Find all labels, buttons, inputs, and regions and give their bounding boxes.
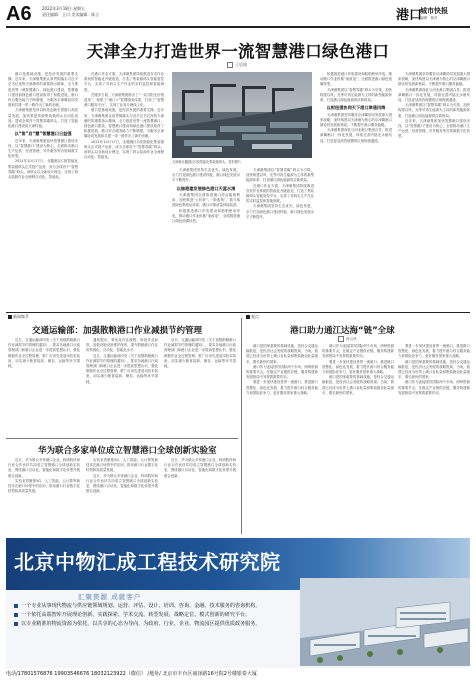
byline-author: 徐云风: [346, 337, 357, 341]
paragraph: 天津港集团深化与河北港口集团合作，推进津冀港口一体化发展，持续完善内陆无水港布局，打造更加高效便捷的区域物流通道。: [320, 128, 392, 143]
paragraph: 要进一步加快建设世界一流港口，推进港口智慧化、绿色化发展，着力提升港口综合服务能力和国际竞争力，更好服务国家重大战略。: [246, 380, 318, 395]
paragraph: 近年来，天津港集团加快智慧港口建设步伐，以“智慧港口”建设为核心，全面推动港口生产运营、经营管理、对外服务等各领域数字化转型。: [398, 118, 470, 139]
paragraph: 天津港集团深化与河北港口集团合作，推进津冀港口一体化发展，持续完善内陆无水港布局，打造更加高效便捷的区域物流通道。: [398, 87, 470, 103]
paragraph: 天津港集团坚持生态优先、绿色发展，全力打造绿色港口建设样板，港口绿色发展水平不断提升。: [172, 168, 240, 183]
news-1-column-1: [8, 338, 80, 434]
news-title-1: 交通运输部：加强散粮港口作业减损节约管理: [32, 326, 203, 336]
ad-title: 北京中物汇成工程技术研究院: [14, 550, 281, 574]
subheading: 以绿港建发展绿色港口天蓝水清: [176, 185, 236, 191]
byline-icon: [338, 336, 344, 342]
paragraph: 港口作为连接国内国际两个市场、两种资源的重要节点，在稳定产业链供应链、服务构建新发展格局中发挥着重要作用。: [398, 380, 470, 395]
main-story-column-6: [398, 72, 470, 308]
news-1-column-2: [86, 338, 158, 434]
paragraph: 2021年10月17日，北疆港区C段智能化集装箱码头正式投产运营，成为全球首个“智慧零碳”码头。该码头以全新设计理念，实现了码头装卸作业全流程自动化、智能化。: [84, 139, 164, 160]
opinion-column-1: [246, 344, 318, 534]
paragraph: 天津港集团以“智慧零碳”码头为引领，加快构建以风、光等可再生能源为主体的新型能源体系，打造港口绿色能源供应新格局。: [398, 103, 470, 118]
subheading: 以“智”启“慧”智慧港口日益强: [14, 131, 72, 137]
main-story-column-4: [246, 168, 314, 308]
paragraph: 港口是国家重要的基础设施，是综合交通运输枢纽，是经济社会发展的战略资源。当前，我国已经成为世界上港口吞吐量和集装箱吞吐量最多、增长最快的国家。: [398, 359, 470, 380]
ad-bullet: [14, 611, 314, 620]
paragraph: 天津港集团以“智慧零碳”码头为引领，加快构建以风、光等可再生能源为主体的新型能源体系，打造港口绿色能源供应新格局。: [320, 87, 392, 103]
paragraph: 近年来，天津港集团加快智慧港口建设步伐，以“智慧港口”建设为核心，全面推动港口生产运营、经营管理、对外服务等各领域数字化转型。: [8, 138, 78, 159]
square-bullet-icon: [14, 622, 18, 626]
square-bullet-icon: [14, 613, 18, 617]
byline-icon: [227, 62, 233, 68]
editor-line: 编辑 · 校对: [420, 16, 438, 20]
paragraph: 天津港集团以“智慧零碳”码头为引领，加快构建以风、光等可再生能源为主体的新型能源体系，打造港口绿色能源供应新格局。: [246, 168, 314, 183]
section-tag-news: [8, 314, 29, 320]
section-tag-label: 新闻集萃: [13, 314, 29, 319]
paragraph: 要进一步加快建设世界一流港口，推进港口智慧化、绿色化发展，着力提升港口综合服务能力和国际竞争力，更好服务国家重大战略。: [322, 359, 394, 375]
section-tag-label: 观点: [251, 314, 259, 319]
opinion-column-3: [398, 344, 470, 534]
ad-contact-line: 电话/17801576876 19903546676 18032123922（微信） /地址/ 北京市丰台区丽泽路16号院2号楼银泰大厦: [6, 668, 470, 680]
ad-bullet-list: [14, 602, 314, 629]
editor-credits: 责任编辑：王川 美术编辑：陈立: [42, 12, 100, 17]
paragraph: 港口是国家重要的基础设施，是综合交通运输枢纽，是经济社会发展的战略资源。当前，我国已经成为世界上港口吞吐量和集装箱吞吐量最多、增长最快的国家。: [322, 375, 394, 395]
port-photo: [172, 72, 312, 158]
opinion-title: 港口助力通江达海“链”全球: [290, 326, 395, 336]
paragraph: 港口是基础设施，是经济发展的重要支撑。近年来，天津港集团认真贯彻落实习近平总书记视察天津港时的重要指示精神，全力推进世界一流智慧港口、绿色港口建设，智慧港口建设和绿色港口建设取得了积极进展，港口综合服务能力不断增强，为服务京津冀协同发展和共建一带一路作出了新的贡献。: [8, 72, 78, 108]
news-2-column-2: [86, 458, 158, 534]
column-divider: [241, 318, 242, 534]
news-title-2: 华为联合多家单位成立智慧港口全球创新实验室: [38, 446, 217, 456]
paragraph: 要进一步加快建设世界一流港口，推进港口智慧化、绿色化发展，着力提升港口综合服务能力和国际竞争力，更好服务国家重大战略。: [398, 344, 470, 359]
ad-bullet-text: 一个专业从事现代物流与供应链领域规划、运营、评估、设计、培训、咨询、金融、技术服务的咨询机构。: [21, 603, 261, 609]
story-divider: [6, 438, 238, 439]
main-story-column-1: [8, 72, 78, 308]
paragraph: 天津港集团坚持生态优先、绿色发展，全力打造绿色港口建设样板，港口绿色发展水平不断提升。: [246, 204, 314, 219]
square-bullet-icon: [14, 604, 18, 608]
subheading: 以枢纽强协同天下港口津通四海: [326, 105, 386, 111]
paragraph: 近日，交通运输部印发《关于加强散粮港口作业减损节约管理的通知》，要求各地港口行政管理部门和港口企业进一步提高思想认识，强化散粮作业全过程管理，推广应用先进适用技术装备，切实减少粮食装卸、储存、运输等环节损耗。: [8, 338, 80, 369]
paragraph: 近日，华为联合多家港口企业、科研院所和行业合作伙伴共同成立智慧港口全球创新实验室，围绕港口自动化、智能化和数字化转型开展联合创新。: [8, 458, 80, 478]
paragraph: 天津港集团坚持服务京津冀协同发展重大国家战略，加快构建以天津港为核心的京津冀港口群协同发展新格局，不断提升港口服务能级。: [398, 72, 470, 87]
main-story-column-5: [320, 72, 392, 308]
opinion-byline: [338, 336, 357, 342]
section-tag-opinion: [246, 314, 259, 320]
ad-bullet-text: 以专业精准的物流资源为依托，以共享的心态为导向，为政府、行业、企业、物流园区提供优质政务服务。: [21, 621, 261, 627]
news-2-column-3: [164, 458, 236, 534]
main-byline: [227, 62, 247, 68]
paragraph: 天津港集团坚持服务京津冀协同发展重大国家战略，加快构建以天津港为核心的京津冀港口群协同发展新格局，不断提升港口服务能级。: [320, 112, 392, 128]
paragraph: 港口是基础设施，是经济发展的重要支撑。近年来，天津港集团认真贯彻落实习近平总书记视察天津港时的重要指示精神，全力推进世界一流智慧港口、绿色港口建设，智慧港口建设和绿色港口建设取得了积极进展，港口综合服务能力不断增强，为服务京津冀协同发展和共建一带一路作出了新的贡献。: [84, 108, 164, 139]
opinion-column-2: [322, 344, 394, 534]
paragraph: 积极推进港口岸电建设和船舶使用岸电，推动港口作业机械“油改电”，全面推进港口绿色低碳转型。: [172, 208, 240, 224]
section-marker-icon: [8, 315, 12, 319]
paragraph: 在服务方面，天津港集团推出了“一站式阳光价格清单”，构建了“港口+”智慧服务体系，打造了“智慧港口服务平台”，实现了业务办理线上化。: [84, 92, 164, 108]
paragraph: 港口作为连接国内国际两个市场、两种资源的重要节点，在稳定产业链供应链、服务构建新发展格局中发挥着重要作用。: [246, 364, 318, 380]
main-story-column-3: [172, 168, 240, 308]
main-headline: 天津全力打造世界一流智慧港口绿色港口: [86, 42, 390, 61]
byline-author: 王思瑜: [235, 62, 247, 67]
paragraph: 近日，交通运输部印发《关于加强散粮港口作业减损节约管理的通知》，要求各地港口行政管理部门和港口企业进一步提高思想认识，强化散粮作业全过程管理，推广应用先进适用技术装备，切实减少粮食装卸、储存、运输等环节损耗。: [86, 353, 158, 384]
ad-building-image: [300, 578, 470, 666]
paper-name: 城市快报: [420, 6, 448, 15]
date-line: [42, 6, 99, 18]
section-marker-icon: [246, 315, 250, 319]
paragraph: 近日，华为联合多家港口企业、科研院所和行业合作伙伴共同成立智慧港口全球创新实验室，围绕港口自动化、智能化和数字化转型开展联合创新。: [164, 458, 236, 478]
paragraph: 在港口作业方面，天津港集团持续推进各类作业系统的智能化升级改造，打造了集装箱码头智能管控平台，实现了对码头生产作业的实时监控和智能调度。: [84, 72, 164, 92]
paragraph: 通知提出，要优化作业流程，规范作业标准，加强设施设备维护保养，提升散粮港口作业的机械化、自动化、智能化水平。: [86, 338, 158, 353]
paragraph: 近日，交通运输部印发《关于加强散粮港口作业减损节约管理的通知》，要求各地港口行政管理部门和港口企业进一步提高思想认识，强化散粮作业全过程管理，推广应用先进适用技术装备，切实减少粮食装卸、储存、运输等环节损耗。: [164, 338, 236, 369]
paragraph: 天津港集团坚持以科技创新引领港口高质量发展，加快推进传统集装箱码头自动化改造，建成全球首个智慧零碳码头，打造了智能化港口建设的天津样板。: [8, 108, 78, 129]
paragraph: 在港口作业方面，天津港集团持续推进各类作业系统的智能化升级改造，打造了集装箱码头智能管控平台，实现了对码头生产作业的实时监控和智能调度。: [246, 183, 314, 204]
paragraph: 港口是国家重要的基础设施，是综合交通运输枢纽，是经济社会发展的战略资源。当前，我国已经成为世界上港口吞吐量和集装箱吞吐量最多、增长最快的国家。: [246, 344, 318, 364]
header-rule: [6, 26, 470, 28]
paragraph: 港口作为连接国内国际两个市场、两种资源的重要节点，在稳定产业链供应链、服务构建新发展格局中发挥着重要作用。: [322, 344, 394, 359]
paragraph: 实验室将聚焦5G、人工智能、云计算等新技术在港口场景中的应用，推动港口行业数字化转型和高质量发展。: [8, 478, 80, 494]
page-number: A6: [6, 3, 32, 25]
ad-bullet-text: 一个依托高端智库开展理论创新、实践探索、学术交流、转型发展、战略定位、模式创新的研究平台。: [21, 612, 251, 618]
paragraph: 积极推进港口岸电建设和船舶使用岸电，推动港口作业机械“油改电”，全面推进港口绿色低碳转型。: [320, 72, 392, 87]
paragraph: 天津港集团全面推进港口清洁能源利用，加快推进“公转铁”、“散改集”，着力构建绿色集疏运体系，港口环境质量持续改善。: [172, 193, 240, 208]
ad-bullet: [14, 620, 314, 629]
section-rule: [6, 312, 470, 313]
section-name: 港口: [396, 8, 423, 23]
main-story-column-2: [84, 72, 164, 308]
paragraph: 近日，华为联合多家港口企业、科研院所和行业合作伙伴共同成立智慧港口全球创新实验室，围绕港口自动化、智能化和数字化转型开展联合创新。: [86, 473, 158, 494]
ad-slogan: 汇聚资源 成就客户: [78, 593, 142, 601]
news-1-column-3: [164, 338, 236, 434]
news-2-column-1: [8, 458, 80, 534]
ad-bullet: [14, 602, 314, 611]
issue-date: 2022年3月18日 星期五: [42, 6, 86, 11]
photo-caption: 天津港北疆港区C段智能化集装箱码头。资料图片: [172, 160, 242, 164]
paragraph: 2021年10月17日，北疆港区C段智能化集装箱码头正式投产运营，成为全球首个“智慧零碳”码头。该码头以全新设计理念，实现了码头装卸作业全流程自动化、智能化。: [8, 159, 78, 180]
paragraph: 实验室将聚焦5G、人工智能、云计算等新技术在港口场景中的应用，推动港口行业数字化转型和高质量发展。: [86, 458, 158, 473]
